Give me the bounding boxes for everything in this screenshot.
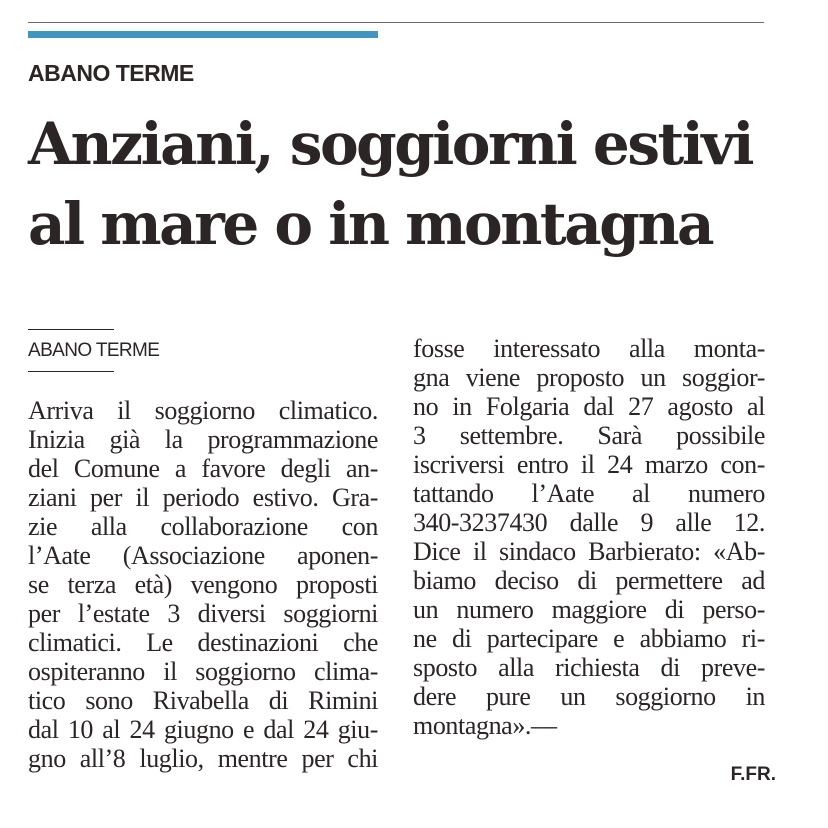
body-line: tico sono Rivabella di Rimini — [28, 686, 378, 715]
section-accent-bar — [28, 31, 378, 38]
headline-line-2: al mare o in montagna — [28, 190, 713, 258]
body-line: tattando l’Aate al numero — [413, 479, 765, 508]
body-line: dere pure un soggiorno in — [413, 682, 765, 711]
body-line: se terza età) vengono proposti — [28, 570, 378, 599]
author-byline: F.FR. — [730, 764, 776, 785]
dateline: ABANO TERME — [28, 340, 160, 361]
body-line: del Comune a favore degli an- — [28, 454, 378, 483]
body-line: un numero maggiore di perso- — [413, 595, 765, 624]
section-kicker: ABANO TERME — [28, 60, 194, 86]
body-line: Arriva il soggiorno climatico. — [28, 396, 378, 425]
dateline-rule-top — [28, 329, 114, 330]
body-line: climatici. Le destinazioni che — [28, 628, 378, 657]
body-line: dal 10 al 24 giugno e dal 24 giu- — [28, 715, 378, 744]
body-line: no in Folgaria dal 27 agosto al — [413, 392, 765, 421]
body-column-1 — [28, 396, 378, 773]
body-line: iscriversi entro il 24 marzo con- — [413, 450, 765, 479]
body-line: ziani per il periodo estivo. Gra- — [28, 483, 378, 512]
body-line: 340-3237430 dalle 9 alle 12. — [413, 508, 765, 537]
body-line: zie alla collaborazione con — [28, 512, 378, 541]
body-line: per l’estate 3 diversi soggiorni — [28, 599, 378, 628]
body-line: gno all’8 luglio, mentre per chi — [28, 744, 378, 773]
body-line: Dice il sindaco Barbierato: «Ab- — [413, 537, 765, 566]
body-line: montagna».— — [413, 711, 557, 740]
body-line: l’Aate (Associazione aponen- — [28, 541, 378, 570]
top-rule — [28, 22, 764, 23]
body-line: Inizia già la programmazione — [28, 425, 378, 454]
body-line: fosse interessato alla monta- — [413, 334, 765, 363]
dateline-rule-bottom — [28, 371, 114, 372]
headline — [28, 104, 808, 264]
body-column-2 — [413, 334, 765, 740]
body-line: ne di partecipare e abbiamo ri- — [413, 624, 765, 653]
body-line: sposto alla richiesta di preve- — [413, 653, 765, 682]
body-line: 3 settembre. Sarà possibile — [413, 421, 765, 450]
body-line: biamo deciso di permettere ad — [413, 566, 765, 595]
headline-line-1: Anziani, soggiorni estivi — [28, 110, 753, 178]
body-line: ospiteranno il soggiorno clima- — [28, 657, 378, 686]
body-line: gna viene proposto un soggior- — [413, 363, 765, 392]
